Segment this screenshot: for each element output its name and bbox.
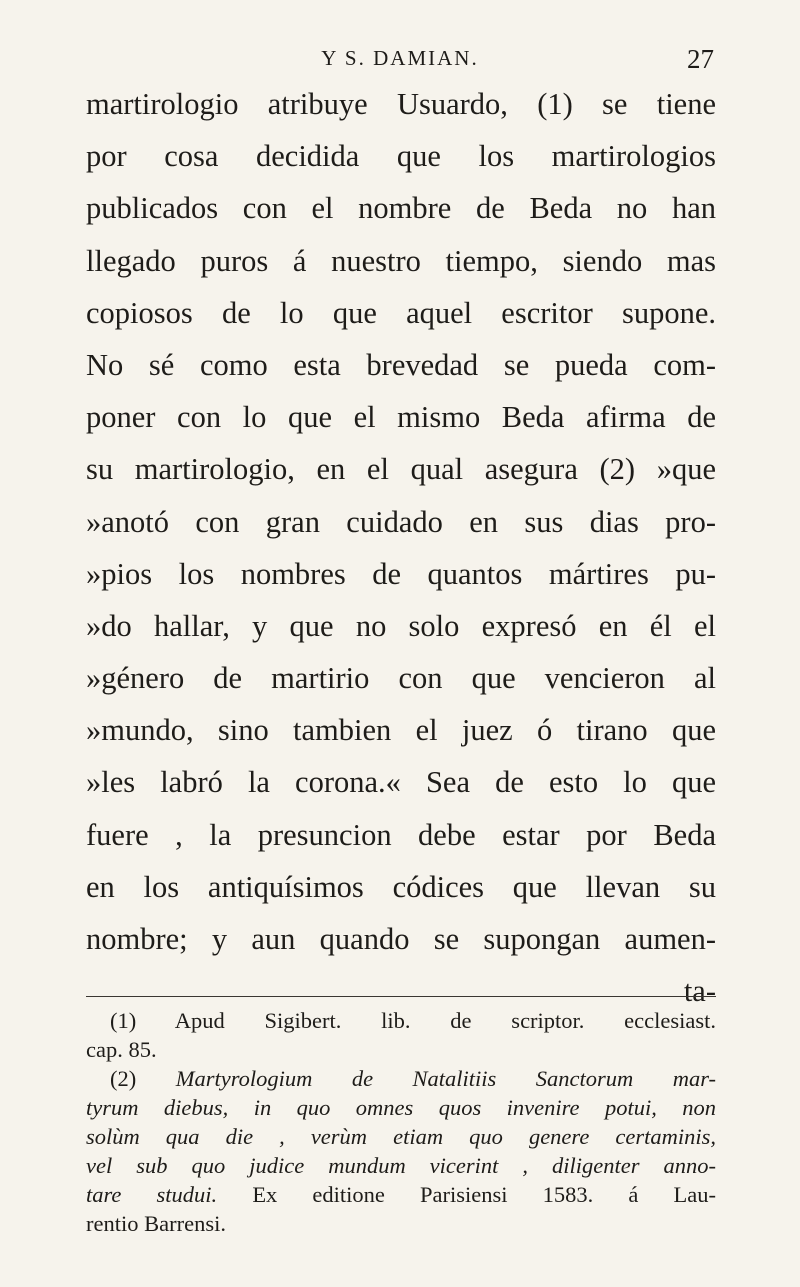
body-line: »mundo, sino tambien el juez ó tirano que — [86, 713, 716, 748]
footnote-text: Martyrologium de Natalitiis Sanctorum mar- — [175, 1066, 716, 1091]
catchword: ta- — [683, 974, 716, 1009]
body-line: publicados con el nombre de Beda no han — [86, 191, 716, 226]
footnote-marker: (1) — [110, 1008, 137, 1033]
body-line: »género de martirio con que vencieron al — [86, 661, 716, 696]
body-line: en los antiquísimos códices que llevan su — [86, 869, 716, 904]
body-line: copiosos de lo que aquel escritor supone. — [86, 295, 716, 330]
footnotes — [86, 1006, 716, 1238]
footnote-1 — [86, 1006, 716, 1035]
body-line: »les labró la corona.« Sea de esto lo que — [86, 765, 716, 800]
body-line: »pios los nombres de quantos mártires pu- — [86, 556, 716, 591]
footnote-2 — [86, 1064, 716, 1093]
footnote-line: vel sub quo judice mundum vicerint , diligenter anno- — [86, 1153, 716, 1178]
footnote-line: cap. 85. — [86, 1037, 157, 1062]
body-line: No sé como esta brevedad se pueda com- — [86, 347, 716, 382]
footnote-line: rentio Barrensi. — [86, 1211, 226, 1236]
footnote-marker: (2) — [110, 1066, 137, 1091]
body-line: poner con lo que el mismo Beda afirma de — [86, 400, 716, 435]
page-number: 27 — [687, 44, 714, 74]
body-line: »do hallar, y que no solo expresó en él el — [86, 608, 716, 643]
footnote-line: tyrum diebus, in quo omnes quos invenire potui, non — [86, 1095, 716, 1120]
footnote-line — [86, 1180, 716, 1209]
body-line: llegado puros á nuestro tiempo, siendo mas — [86, 243, 716, 278]
body-line: martirologio atribuye Usuardo, (1) se tiene — [86, 87, 716, 121]
page-header — [86, 38, 714, 78]
footnote-line: solùm qua die , verùm etiam quo genere certaminis, — [86, 1124, 716, 1149]
body-text — [86, 78, 716, 1017]
footnote-text: Apud Sigibert. lib. de scriptor. ecclesiast. — [174, 1008, 717, 1033]
footnote-divider — [86, 996, 716, 997]
body-line: fuere , la presuncion debe estar por Beda — [86, 817, 716, 852]
footnote-text: Ex editione Parisiensi 1583. á Lau- — [252, 1182, 716, 1207]
body-line: »anotó con gran cuidado en sus dias pro- — [86, 504, 716, 539]
running-head: Y S. DAMIAN. — [321, 46, 479, 70]
body-line: por cosa decidida que los martirologios — [86, 139, 716, 174]
body-line: su martirologio, en el qual asegura (2) »que — [86, 452, 716, 487]
body-line: nombre; y aun quando se supongan aumen- — [86, 922, 716, 956]
footnote-text: tare studui. — [86, 1182, 218, 1207]
